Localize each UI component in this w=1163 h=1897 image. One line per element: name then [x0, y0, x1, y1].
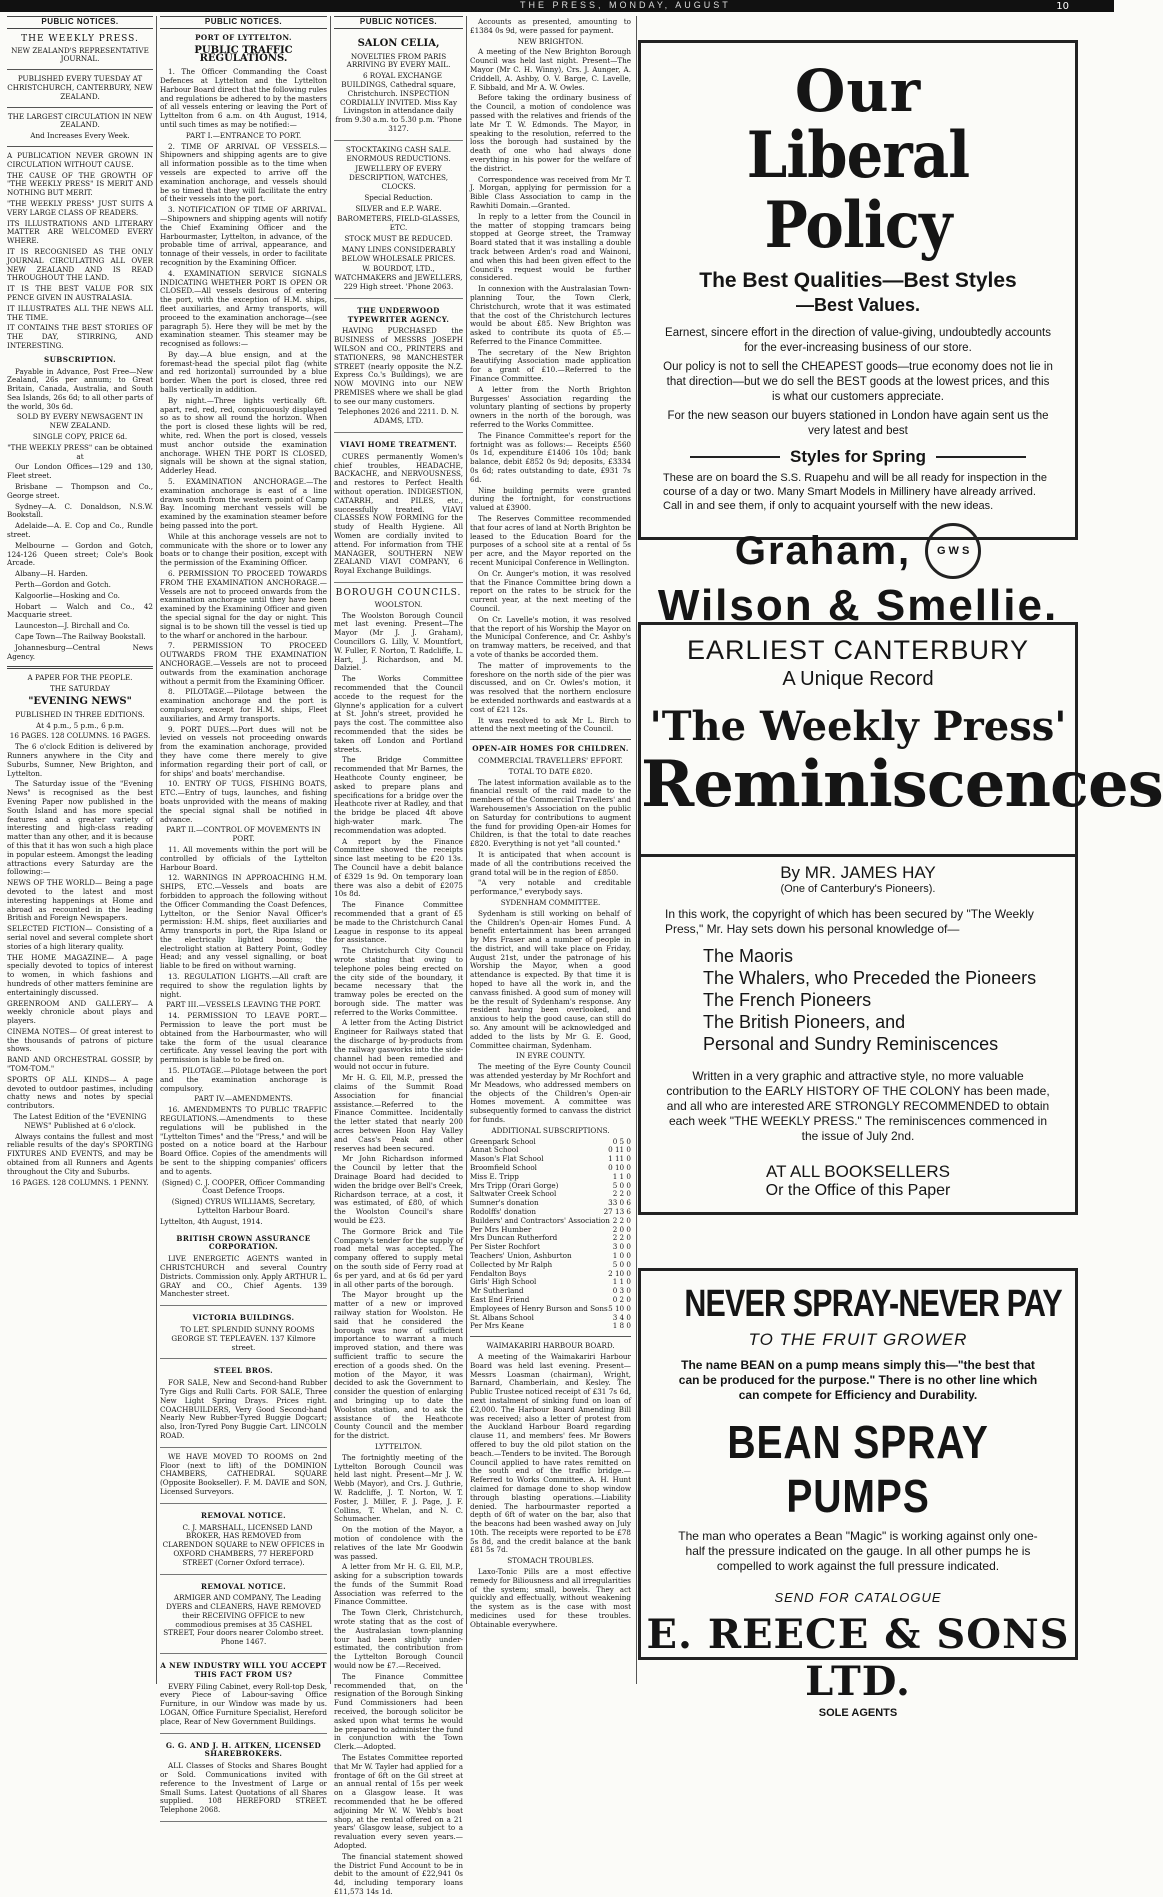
divider — [7, 69, 153, 70]
column-notices-borough — [330, 16, 466, 1896]
ad-text: STOCK MUST BE REDUCED. — [344, 233, 453, 243]
article-para: The Woolston Borough Council met last evening. Present—The Mayor (Mr J. J. Graham), Councillors G. Lilly, V. Mountfort, W. Fuller, F. Norton, T. Radcliffe, L. Hart, J. Richardson, and M. Dalziel. — [334, 610, 463, 673]
regulation-para: 3. NOTIFICATION OF TIME OF ARRIVAL.—Shipowners and shipping agents will notify the Chief Examining Officer and the Harbourmaster, Lyttelton, in advance, of the probable time of arrival, appearance, and tonnage of their vessels, in order to facilitate recognition by the Examining Officer. — [160, 205, 327, 267]
column-header: PUBLIC NOTICES. — [160, 16, 327, 29]
article-para: A letter from Mr H. G. Ell, M.P., asking for a subscription towards the funds of the Summit Road Association was referred to the Finance Committee. — [334, 1562, 463, 1607]
divider — [7, 666, 153, 669]
article-para: A meeting of the Waimakariri Harbour Board was held last evening. Present—Messrs Loasman (chairman), Wright, Barnard, Chamberlain, and Kesley. The Public Trustee noticed receipt of £31 7s 6d, next instalment of sinking fund on loan of £2,000. The Harbour Board Amending Bill was received; also a letter of protest from the Auckland Harbour Board regarding clause 11, and members' fees. Mr Bowers offered to buy the old pilot station on the beach.—Tenders to be invited. The Borough Council applied to have rates remitted on the south end of the traffic bridge.—Referred to Works Committee. A. H. Hunt claimed for damage done to shop window through blasting operations.—Liability denied. The harbourmaster reported a depth of 6ft of water on the bar, also that the beacons had been washed away on July 10th. The receipts were reported to be £78 5s 8d, and the credit balance at the bank £81 5s 7d. — [470, 1351, 631, 1555]
ad-heading: A NEW INDUSTRY WILL YOU ACCEPT THIS FACT FROM US? — [160, 1661, 327, 1679]
ad-graham: Graham, — [734, 528, 912, 573]
agent-item: Melbourne — Gordon and Gotch, 124-126 Queen street; Cole's Book Arcade. — [7, 540, 153, 568]
regulation-para: 7. PERMISSION TO PROCEED OUTWARDS FROM THE EXAMINATION ANCHORAGE.—Vessels are not to proceed outwards from the examination anchorage without a permit from the Examining Officer. — [160, 641, 327, 686]
agent-item: Perth—Gordon and Gotch. — [15, 580, 111, 590]
article-para: The Reserves Committee recommended that four acres of land at North Brighton be leased to the Education Board for the purposes of a school site at a rental of 5s per acre, and the Mayor reported on the recent Municipal Conference in Wellington. — [470, 514, 631, 568]
ad-text: SILVER and E.P. WARE. — [355, 203, 442, 213]
article-para: The Finance Committee's report for the fortnight was as follows:— Receipts £560 0s 1d, expenditure £1406 10s 10d; bank balance, debit £852 0s 9d; deposits, £3334 0s 6d; rates outstanding to date, £931 7s 6d. — [470, 430, 631, 484]
subscription-amount: 5 10 0 — [608, 1303, 631, 1313]
article-para: The Bridge Committee recommended that Mr Barnes, the Heathcote County engineer, be asked to prepare plans and specifications for a bridge over the Heathcote river at Radley, and that the bridge be placed 4ft above high-water mark. The recommendation was adopted. — [334, 755, 463, 835]
subscription-name: Saltwater Creek School — [470, 1189, 557, 1199]
article-para: Correspondence was received from Mr T. J. Morgan, applying for permission for a Bible Class Association to camp in the Rawhiti Domain.—Granted. — [470, 174, 631, 210]
ad-text: W. BOURDOT, LTD., WATCHMAKERS and JEWELLERS, 229 High street. 'Phone 2063. — [334, 264, 463, 291]
article-para: The fortnightly meeting of the Lyttelton Borough Council was held last night. Present—Mr J. W. Webb (Mayor), and Crs. J. Guthrie, W. Radcliffe, J. T. Norton, W. T. Foster, J. Miller, F. J. Page, J. F. Collins, T. Whelan, and N. C. Schumacher. — [334, 1452, 463, 1524]
point-item: IT IS RECOGNISED AS THE ONLY JOURNAL CIRCULATING ALL OVER NEW ZEALAND AND IS READ THROUGHOUT THE LAND. — [7, 246, 153, 283]
the-saturday: THE SATURDAY — [50, 684, 110, 694]
ad-text: JEWELLERY OF EVERY DESCRIPTION, WATCHES, CLOCKS. — [348, 164, 449, 191]
masthead: THE PRESS, MONDAY, AUGUST — [520, 0, 731, 10]
subscription-name: Annat School — [470, 1145, 519, 1155]
subscription-row — [470, 1322, 631, 1331]
article-para: A meeting of the New Brighton Borough Council was held last night. Present—The Mayor (Mr C. H. Winny), Crs. J. Aunger, A. Criddell, A. Ashby, O. V. Barge, C. Lavelle, F. Sibbald, and Mr A. W. Owles. — [470, 47, 631, 92]
ad-heading: THE UNDERWOOD TYPEWRITER AGENCY. — [347, 305, 450, 324]
subscription-name: East End Friend — [470, 1294, 530, 1304]
subscription-name: Miss E. Tripp — [470, 1171, 519, 1181]
ad-written: Written in a very graphic and attractive style, no more valuable contribution to the EARLY HISTORY OF THE COLONY has been made, and all who are interested ARE STRONGLY RECOMMENDED to obtain each week "THE WEEKLY PRESS." The reminiscences commenced in the issue of July 2nd. — [666, 1069, 1050, 1143]
article-para: On Cr. Lavelle's motion, it was resolved that the report of his Worship the Mayor on the Municipal Conference, and Cr. Ashby's on tramway matters, be received, and that a vote of thanks be accorded them. — [470, 614, 631, 659]
regulation-para: While at this anchorage vessels are not to communicate with the shore or to lower any boats or to change their position, except with the permission of the Examining Officer. — [160, 531, 327, 568]
subscription-amount: 0 5 0 — [612, 1136, 631, 1146]
ad-liberal-policy — [638, 40, 1078, 630]
ad-never-spray: NEVER SPRAY-NEVER PAY — [684, 1283, 1062, 1325]
ad-text: FOR SALE, New and Second-hand Rubber Tyre Gigs and Rulli Carts. FOR SALE, Three New Light Spring Drays. Prices right. COACHBUILDERS, Very Good Second-hand Nearly New Rubber-Tyred Buggie Dogcart; also, Iron-Tyred Pony Buggie Cart. LINCOLN ROAD. — [160, 1378, 327, 1440]
point-item: "THE WEEKLY PRESS" JUST SUITS A VERY LARGE CLASS OF READERS. — [7, 198, 153, 217]
subscription-name: Per Sister Rochfort — [470, 1242, 540, 1252]
weekly-press-subtitle: NEW ZEALAND'S REPRESENTATIVE JOURNAL. — [11, 45, 149, 64]
feature-list — [7, 879, 153, 1111]
article-para: Sydenham is still working on behalf of the Children's Open-air Homes Fund. A benefit entertainment has been arranged by Mrs Fraser and a number of people in the district, and will take place on Friday, August 21st, under the patronage of his Worship the Mayor, when a good attendance is expected. By that time it is hoped to have all the work in, and the canvass finished. A good sum of money will be the result of Sydenham's response. Any resident having been overlooked, and anxious to help the good cause, can still do so. Any amount will be acknowledged and added to the lists by Mr G. E. Good, Committee chairman, Sydenham. — [470, 908, 631, 1050]
ad-heading: SALON CELIA, — [357, 37, 440, 49]
subscription-name: Mrs Duncan Rutherford — [470, 1233, 558, 1243]
subscription-amount: 1 1 0 — [612, 1171, 631, 1181]
agent-item: Johannesburg—Central News Agency. — [7, 642, 153, 661]
edition-times: At 4 p.m., 5 p.m., 6 p.m. — [36, 720, 124, 730]
ad-wilson-smellie: Wilson & Smellie. — [657, 581, 1059, 630]
open-air-heading: OPEN-AIR HOMES FOR CHILDREN. — [472, 744, 629, 754]
ad-text: Our policy is not to sell the CHEAPEST goods—true economy does not lie in that direction—but we do sell the BEST goods at the lowest prices, and this is what our customers appreciate. — [663, 361, 1053, 403]
divider — [470, 1336, 631, 1337]
article-para: The Christchurch City Council wrote stating that owing to telephone poles being erected on the city side of the boundary, it became necessary that the tramway poles be erected on the borough side. The matter was referred to the Works Committee. — [334, 946, 463, 1017]
regulation-para: 8. PILOTAGE.—Pilotage between the examination anchorage and the port is compulsory, except for H.M. ships, Fleet auxiliaries, and Army transports. — [160, 687, 327, 723]
ad-heading: G. G. AND J. H. AITKEN, LICENSED SHAREBROKERS. — [165, 1740, 322, 1759]
ad-text: 6 ROYAL EXCHANGE BUILDINGS, Cathedral square, Christchurch. INSPECTION CORDIALLY INVITED. Miss Kay Livingston in attendance daily from 9.30 a.m. to 5.30 p.m. 'Phone 3127. — [335, 71, 462, 133]
ad-weekly-press-reminiscences — [638, 622, 1163, 857]
article-para: On Cr. Aunger's motion, it was resolved that the Finance Committee bring down a report on the rates to be struck for the current year, at the next meeting of the Council. — [470, 568, 631, 613]
ad-office: Or the Office of this Paper — [765, 1182, 951, 1199]
regulation-para: 15. PILOTAGE.—Pilotage between the port and the examination anchorage is compulsory. — [160, 1066, 327, 1093]
ad-text: The name BEAN on a pump means simply this—"the best that can be produced for the purpose." There is no other line which can compete for Efficiency and Durability. — [678, 1358, 1038, 1402]
ad-fruit-grower: TO THE FRUIT GROWER — [748, 1330, 968, 1349]
part-heading: PART II.—CONTROL OF MOVEMENTS IN PORT. — [166, 825, 321, 844]
divider — [7, 146, 153, 147]
traffic-heading: PUBLIC TRAFFIC REGULATIONS. — [194, 44, 293, 65]
ad-unique: A Unique Record — [782, 668, 934, 690]
evening-body: The 6 o'clock Edition is delivered by Runners anywhere in the City and Suburbs, Sumner, New Brighton, and Lyttelton. — [7, 742, 153, 778]
regulation-para: 11. All movements within the port will be controlled by officials of the Lyttelton Harbour Board. — [160, 844, 327, 872]
subscription-name: Mr Sutherland — [470, 1286, 524, 1296]
column-port-lyttelton — [156, 16, 330, 1815]
subscription-name: Sumner's donation — [470, 1198, 539, 1208]
eyre-heading: IN EYRE COUNTY. — [516, 1051, 585, 1061]
ad-author-note: (One of Canterbury's Pioneers). — [780, 883, 936, 895]
paper-people: A PAPER FOR THE PEOPLE. — [27, 673, 133, 683]
ad-text: CURES permanently Women's chief troubles, HEADACHE, BACKACHE, and NERVOUSNESS, and restores to Perfect Health without operation. INDIGESTION, CATARRH, and PILES, etc., successfully treated. VIAVI CLASSES NOW FORMING for the study of Health Hygiene. All Women are cordially invited to attend. For information from THE MANAGER, SOUTHERN NEW ZEALAND VIAVI COMPANY, 6 Royal Exchange Buildings. — [334, 451, 463, 576]
column-news — [466, 16, 634, 1684]
signature: (Signed) C. J. COOPER, Officer Commanding Coast Defence Troops. — [161, 1177, 326, 1196]
article-para: Mr H. G. Ell, M.P., pressed the claims of the Summit Road Association for financial assistance.—Referred to the Finance Committee. Incidentally the letter stated that nearly 200 acres between Hoon Hay Valley and Cass's Peak and other reserves had been secured. — [334, 1073, 463, 1153]
stomach-heading: STOMACH TROUBLES. — [507, 1556, 594, 1566]
subscription-amount: 1 1 0 — [612, 1277, 631, 1287]
three-editions: PUBLISHED IN THREE EDITIONS. — [15, 709, 145, 719]
subscription-amount: 0 2 0 — [612, 1294, 631, 1304]
lyttelton-heading: LYTTELTON. — [374, 1441, 422, 1451]
regulation-para: 5. EXAMINATION ANCHORAGE.—The examination anchorage is east of a line drawn south from the western point of Camp Bay. Incoming merchant vessels will be examined by the examination steamer before being passed into the port. — [160, 477, 327, 531]
regulation-para: 12. WARNINGS IN APPROACHING H.M. SHIPS, ETC.—Vessels and boats are forbidden to approach the following without the Officer Commanding the Coast Defences, Lyttelton, or the Senior Naval Officer's permission: H.M. ships, fleet auxiliaries and Army transports in port, the Ripa Island or the electrically lighted booms; the electrolight station at Battery Point, Godley Head; and any vessel signalling, or boat liable to be fired on without warning. — [160, 873, 327, 971]
agent-item: Sydney—A. C. Donaldson, N.S.W. Bookstall. — [7, 501, 153, 520]
ad-text: ALL Classes of Stocks and Shares Bought or Sold. Communications invited with reference to the Investment of Large or Small Sums. Latest Quotations of all Shares supplied. 108 HEREFORD STREET. Telephone 2068. — [160, 1761, 327, 1815]
ad-text: NOVELTIES FROM PARIS ARRIVING BY EVERY MAIL. — [346, 51, 451, 70]
subscription-name: Per Mrs Keane — [470, 1321, 524, 1331]
agent-item: Brisbane — Thompson and Co., George street. — [7, 482, 153, 500]
feature-item: SELECTED FICTION— Consisting of a serial novel and several complete short stories of a high literary quality. — [7, 924, 153, 951]
regulation-para: 10. ENTRY OF TUGS, FISHING BOATS, ETC.—Entry of tugs, launches, and fishing boats unprovided with the means of making the special signal shall be notified in advance. — [160, 779, 327, 824]
sold-line: SOLD BY EVERY NEWSAGENT IN NEW ZEALAND. — [16, 412, 144, 431]
ad-bean-title: BEAN SPRAY PUMPS — [727, 1416, 989, 1522]
feature-item: THE HOME MAGAZINE— A page specially devoted to topics of interest to women, in which fashions and hundreds of other matters feminine are entertainingly discussed. — [7, 952, 153, 997]
agent-item: Launceston—J. Birchall and Co. — [15, 621, 130, 631]
ad-text: EVERY Filing Cabinet, every Roll-top Desk, every Piece of Labour-saving Office Furniture, in our Window was made by us. LOGAN, Office Furniture Specialist, Hereford place, Rear of New Government Buildings. — [160, 1681, 327, 1726]
regulation-para: 1. The Officer Commanding the Coast Defences at Lyttelton and the Lyttelton Harbour Board direct that the following rules and regulations be adhered to by the masters of all vessels entering or leaving the Port of Lyttelton from 6 a.m. on 4th August, 1914, until such times as may be notified:— — [160, 67, 327, 129]
point-item: IT CONTAINS THE BEST STORIES OF THE DAY, STIRRING, AND INTERESTING. — [7, 323, 153, 350]
article-para: The Finance Committee recommended that, on the resignation of the Borough Sinking Fund Commissioners had been received, the borough solicitor be asked upon what terms he would be prepared to administer the fund in conjunction with the Town Clerk.—Adopted. — [334, 1671, 463, 1752]
point-item: IT IS THE BEST VALUE FOR SIX PENCE GIVEN IN AUSTRALASIA. — [7, 284, 153, 302]
ad-heading: BRITISH CROWN ASSURANCE CORPORATION. — [176, 1233, 311, 1252]
article-para: The Town Clerk, Christchurch, wrote stating that as the cost of the Australasian town-planning tour had been slightly under-estimated, the contribution from the Lyttelton Borough Council would now be £7.—Received. — [334, 1608, 463, 1671]
subscription-amount: 33 0 6 — [608, 1198, 631, 1208]
point-list — [7, 152, 153, 351]
topic-list — [703, 945, 1075, 1055]
subscription-name: Fendalton Boys — [470, 1268, 527, 1278]
ad-text: C. J. MARSHALL, LICENSED LAND BROKER, HAS REMOVED from CLARENDON SQUARE to NEW OFFICES in OXFORD CHAMBERS, 77 HEREFORD STREET (Corner Oxford terrace). — [162, 1522, 325, 1567]
rule-line — [936, 456, 1026, 458]
article-para: Mr John Richardson informed the Council by letter that the Drainage Board had decided to widen the bridge over Bell's Creek, Richardson terrace, at a cost, it was estimated, of £80, of which the Woolston Council's share would be £23. — [334, 1154, 463, 1226]
travellers-subheading: COMMERCIAL TRAVELLERS' EFFORT. — [478, 755, 623, 765]
evening-body: The Saturday issue of the "Evening News" is recognised as the best Evening Paper now published in the South Island and has more special features and a greater variety of interesting and high-class reading matter than any other, and it is because of this that it has won such a high place in popular esteem. Amongst the leading attractions every Saturday are the following:— — [7, 779, 153, 877]
ad-text: These are on board the S.S. Ruapehu and will be all ready for inspection in the course of a day or two. Many Smart Models in Millinery have already arrived. Call in and see them, if only to acquaint yourself with the new ideas. — [663, 472, 1048, 512]
ad-liberal-policy-title: Liberal Policy — [746, 118, 970, 263]
ad-text: The man who operates a Bean "Magic" is working against only one-half the pressure indicated on the gauge. In all other pumps he is compelled to work against the full pressure indicated. — [678, 1529, 1038, 1573]
article-para: A letter from the North Brighton Burgesses' Association regarding the voluntary planting of sections by property owners in the north of the borough, was referred to the Works Committee. — [470, 384, 631, 430]
evening-news-title: "EVENING NEWS" — [28, 696, 132, 707]
single-copy-line: SINGLE COPY, PRICE 6d. — [32, 432, 128, 442]
subscription-amount: 27 13 6 — [603, 1207, 631, 1216]
article-para: A report by the Finance Committee showed the receipts since last meeting to be £20 13s. The Council have a debit balance of £329 1s 9d. On temporary loan there was also a debit of £2075 10s 8d. — [334, 836, 463, 899]
feature-item: GREENROOM AND GALLERY— A weekly chronicle about plays and players. — [7, 998, 153, 1026]
ad-reminiscences-title: Reminiscences — [641, 747, 1163, 822]
agent-item: Kalgoorlie—Hosking and Co. — [15, 590, 120, 600]
ad-booksellers: AT ALL BOOKSELLERS — [766, 1162, 950, 1181]
ad-text: Earnest, sincere effort in the direction of value-giving, undoubtedly accounts for the ever-increasing business of our store. — [665, 327, 1051, 354]
gws-badge-icon: G W S — [925, 523, 981, 579]
article-para: The financial statement showed the District Fund Account to be in debit to the amount of £22,941 0s 4d, including temporary loans £11,573 14s 1d. — [334, 1851, 463, 1896]
article-para: Laxo-Tonic Pills are a most effective remedy for Biliousness and all irregularities of the system; small, bowels. They act quickly and effectually, without weakening the system as is the case with most medicines used for these troubles. Obtainable everywhere. — [470, 1567, 631, 1629]
ad-catalogue: SEND FOR CATALOGUE — [774, 1590, 942, 1605]
column-header: PUBLIC NOTICES. — [334, 16, 463, 29]
agent-item: Albany—H. Harden. — [15, 569, 88, 579]
ad-text: TO LET. SPLENDID SUNNY ROOMS GEORGE ST. TEPLEAVEN. 137 Kilmore street. — [171, 1324, 316, 1352]
dateline: Lyttelton, 4th August, 1914. — [160, 1216, 263, 1226]
point-item: A PUBLICATION NEVER GROWN IN CIRCULATION WITHOUT CAUSE. — [7, 150, 153, 169]
ad-intro: In this work, the copyright of which has been secured by "The Weekly Press," Mr. Hay sets down his personal knowledge of— — [665, 907, 1034, 936]
ad-text: ARMIGER AND COMPANY, The Leading DYERS and CLEANERS, HAVE REMOVED their RECEIVING OFFICE to new commodious premises at 35 CASHEL STREET, Four doors nearer Colombo street. Phone 1467. — [163, 1593, 324, 1647]
article-para: It is anticipated that when account is made of all the contributions received the grand total will be in the region of £850. — [470, 849, 631, 877]
subscription-name: Collected by Mr Ralph — [470, 1259, 553, 1269]
article-para: The Works Committee recommended that the Council accede to the request for the Glynne's application for a culvert at St. John's street, provided he pays the cost. The committee also recommended that the sides be taken off London and Portland streets. — [334, 674, 463, 754]
footer-line: 16 PAGES. 128 COLUMNS. 1 PENNY. — [11, 1177, 149, 1187]
topic-item: The French Pioneers — [703, 990, 872, 1010]
ad-weekly-press-title: 'The Weekly Press' — [649, 703, 1067, 750]
regulation-para: 4. EXAMINATION SERVICE SIGNALS INDICATING WHETHER PORT IS OPEN OR CLOSED.—All vessels desirous of entering the port, with the exception of H.M. ships, fleet auxiliaries, and Army transports, will proceed to the examination anchorage—(see paragraph 5). Here they will be met by the examination steamer. This steamer may be recognised as follows:— — [160, 268, 327, 349]
agent-item: Cape Town—The Railway Bookstall. — [15, 632, 146, 642]
feature-item: NEWS OF THE WORLD— Being a page devoted to the latest and most interesting happenings at Home and abroad as recounted in the leading British and Foreign Newspapers. — [7, 878, 153, 923]
column-header: PUBLIC NOTICES. — [7, 16, 153, 29]
feature-item: SPORTS OF ALL KINDS— A page devoted to outdoor pastimes, including chatty news and notes by special contributors. — [7, 1074, 153, 1111]
subscription-amount: 2 0 0 — [612, 1224, 631, 1234]
styles-label: Styles for Spring — [789, 447, 927, 466]
borough-heading: BOROUGH COUNCILS. — [335, 588, 462, 599]
ad-text: Special Reduction. — [364, 192, 433, 202]
ad-our: Our — [794, 57, 922, 125]
article-para: The secretary of the New Brighton Beautifying Association made application for a grant of £10.—Referred to the Finance Committee. — [470, 347, 631, 384]
article-para: The meeting of the Eyre County Council was attended yesterday by Mr Rochfort and Mr Meadows, who addressed members on the objects of the Children's Open-air Homes movement. A committee was subsequently formed to canvass the district for funds. — [470, 1062, 631, 1125]
subscription-name: Builders' and Contractors' Association — [470, 1215, 610, 1225]
regulation-para: 14. PERMISSION TO LEAVE PORT.—Permission to leave the port must be obtained from the Harbourmaster, who will take the form of the usual clearance certificate. Any vessel leaving the port with permission is liable to be fired on. — [160, 1011, 327, 1065]
ad-footer — [641, 523, 1075, 579]
ad-text: STOCKTAKING CASH SALE. ENORMOUS REDUCTIONS. — [345, 144, 452, 163]
feature-item: BAND AND ORCHESTRAL GOSSIP, by "TOM-TOM." — [7, 1055, 153, 1074]
article-para: In reply to a letter from the Council in the matter of stopping tramcars being stopped at George street, the Tramway Board stated that it was installing a double track between Arden's road and Wainoni, and when this had been given effect to the Council's request would be further considered. — [470, 211, 631, 283]
ad-best-values: —Best Values. — [795, 295, 921, 315]
agent-item: Hobart — Walch and Co., 42 Macquarie street. — [7, 601, 153, 620]
subscription-name: Broomfield School — [470, 1163, 537, 1173]
part-heading: PART IV.—AMENDMENTS. — [194, 1094, 293, 1104]
ad-bean-spray — [638, 1268, 1078, 1719]
ad-text: LIVE ENERGETIC AGENTS wanted in CHRISTCHURCH and several Country Districts. Commission only. Apply ARTHUR L. GRAY and CO., Chief Agents. 139 Manchester street. — [160, 1254, 327, 1299]
column-rule — [636, 16, 637, 1684]
signature: (Signed) CYRUS WILLIAMS, Secretary, Lyttelton Harbour Board. — [171, 1197, 316, 1215]
divider — [470, 739, 631, 740]
regulation-para: 6. PERMISSION TO PROCEED TOWARDS FROM THE EXAMINATION ANCHORAGE.—Vessels are not to proceed onwards from the examination anchorage until they have been examined by the Examining Officer and given the special signal for the day or night. This signal is to be shown till the vessel is tied up to the wharf or anchored in the harbour. — [160, 569, 327, 640]
regulation-para: By day.—A blue ensign, and at the foremast-head the special pilot flag (white and red horizontal) surrounded by a blue border. When the port is closed, three red balls vertically in addition. — [160, 349, 327, 395]
subscription-heading: SUBSCRIPTION. — [44, 354, 116, 364]
ad-heading: REMOVAL NOTICE. — [201, 1581, 286, 1591]
ad-best-qualities: The Best Qualities—Best Styles — [699, 269, 1017, 292]
subscription-name: Per Mrs Humber — [470, 1224, 532, 1234]
page-top-bar — [0, 0, 1114, 12]
subscription-amount: 2 2 0 — [612, 1233, 631, 1243]
part-heading: PART III.—VESSELS LEAVING THE PORT. — [166, 1000, 321, 1010]
article-para: The latest information available as to the financial result of the raid made to the members of the Commercial Travellers' and Warehousemen's Association on the public on Saturday for contributions to augment the fund for providing Open-air Homes for Children, is that the total to date reaches £820. Everything is not yet "all counted." — [470, 777, 631, 849]
ad-heading: STEEL BROS. — [213, 1366, 274, 1376]
subscription-name: Mrs Tripp (Orari Gorge) — [470, 1180, 559, 1190]
subscription-amount: 3 4 0 — [612, 1312, 631, 1322]
regulation-para: 2. TIME OF ARRIVAL OF VESSELS.—Shipowners and shipping agents are to give all information possible as to the time when vessels are expected to arrive off the examination anchorage, and vessels should be so timed that they will facilitate the entry of their vessels into the port. — [160, 141, 327, 204]
circulation-line: THE LARGEST CIRCULATION IN NEW ZEALAND. — [7, 111, 153, 130]
subscription-amount: 1 11 0 — [608, 1154, 631, 1164]
port-heading: PORT OF LYTTELTON. — [195, 32, 292, 42]
pages-line: 16 PAGES. 128 COLUMNS. 16 PAGES. — [9, 731, 151, 741]
subscription-name: Girls' High School — [470, 1277, 537, 1287]
ad-weekly-press-body — [638, 857, 1078, 1215]
topic-item: The Maoris — [703, 946, 794, 966]
subscription-amount: 2 10 0 — [608, 1268, 631, 1278]
regulation-para: 13. REGULATION LIGHTS.—All craft are required to show the regulation lights by night. — [160, 972, 327, 999]
regulation-para: 16. AMENDMENTS TO PUBLIC TRAFFIC REGULATIONS.—Amendments to these regulations will be published in the "Lyttelton Times" and the "Press," and will be posted on a notice board at the Harbour Board Office. Copies of the amendments will be sent to the shipping companies' officers and to agents. — [160, 1105, 327, 1176]
woolston-heading: WOOLSTON. — [374, 599, 423, 609]
ad-text: Telephones 2026 and 2211. D. N. ADAMS, LTD. — [338, 407, 459, 426]
article-para: A letter from the Acting District Engineer for Railways stated that the discharge of by-products from the railway gasworks into the side-channel had been remedied and would not occur in future. — [334, 1018, 463, 1072]
article-para: "A very notable and creditable performance," everybody says. — [470, 878, 631, 897]
agent-item: Adelaide—A. E. Cop and Co., Rundle street. — [7, 521, 153, 540]
column-weekly-press — [4, 16, 156, 1684]
article-para: The Mayor brought up the matter of a new or improved railway station for Woolston. He said that he considered the borough was now of sufficient importance to warrant a much improved station, and there was sufficient traffic to secure the erection of a goods shed. On the motion of the Mayor, it was decided to ask the Government to consider the question of enlarging and bringing up to date the Woolston station, and to ask the assistance of the Heathcote County Council and the member for the district. — [334, 1290, 463, 1441]
ad-heading: VICTORIA BUILDINGS. — [192, 1313, 295, 1323]
subscription-amount: 0 11 0 — [608, 1145, 631, 1155]
ad-text: For the new season our buyers stationed in London have again sent us the very latest and best — [667, 410, 1049, 437]
sydenham-heading: SYDENHAM COMMITTEE. — [500, 897, 601, 907]
subscription-name: Mason's Flat School — [470, 1154, 544, 1164]
subscription-name: Rodolffs' donation — [470, 1207, 537, 1216]
ad-text: WE HAVE MOVED TO ROOMS on 2nd Floor (next to lift) of the DOMINION CHAMBERS, CATHEDRAL SQUARE (Opposite Bookseller). F. M. DAVIE and SON, Licensed Surveyors. — [160, 1451, 327, 1496]
ad-text: BAROMETERS, FIELD-GLASSES, ETC. — [337, 214, 460, 233]
article-para: Accounts as presented, amounting to £1384 0s 9d, were passed for payment. — [470, 17, 631, 35]
subscription-amount: 5 0 0 — [612, 1259, 631, 1269]
subscription-text: Payable in Advance, Post Free—New Zealand, 26s per annum; to Great Britain, Canada, Australia, and South Sea Islands, 26s 6d; to all other parts of the world, 30s 6d. — [7, 366, 154, 411]
subscription-amount: 0 10 0 — [608, 1163, 631, 1173]
ad-text: HAVING PURCHASED the BUSINESS of MESSRS JOSEPH WILSON and CO., PRINTERS and STATIONERS, 98 MANCHESTER STREET (nearly opposite the N.Z. Express Co.'s Buildings), we are NOW MOVING into our NEW PREMISES where we shall be glad to see our many customers. — [334, 326, 463, 406]
article-para: It was resolved to ask Mr L. Birch to attend the next meeting of the Council. — [470, 715, 631, 734]
article-para: Before taking the ordinary business of the Council, a motion of condolence was passed with the relatives and friends of the late Mr T. W. Edmonds. The Mayor, in speaking to the resolution, referred to the loss the borough had sustained by the death of one who had always done everything in his power for the welfare of the district. — [470, 93, 631, 173]
circulation-sub: And Increases Every Week. — [30, 131, 130, 141]
subscription-name: Greenpark School — [470, 1136, 536, 1146]
article-para: The Gormore Brick and Tile Company's tender for the supply of road metal was accepted. The company offered to supply metal on the south side of Ferry road at 6s per yard, and at 6s 6d per yard in all other parts of the borough. — [334, 1226, 463, 1289]
subscription-name: Employees of Henry Burson and Sons — [470, 1303, 608, 1313]
divider — [7, 107, 153, 108]
agent-item: Our London Offices—129 and 130, Fleet street. — [7, 462, 153, 481]
part-heading: PART I.—ENTRANCE TO PORT. — [185, 130, 302, 140]
subscription-amount: 2 2 0 — [612, 1189, 631, 1199]
latest-edition-body: Always contains the fullest and most reliable results of the day's SPORTING FIXTURES AND EVENTS, and may be obtained from all Runners and Agents throughout the City and Suburbs. — [7, 1131, 153, 1176]
subscription-amount: 1 0 0 — [612, 1250, 631, 1260]
obtained-line: "THE WEEKLY PRESS" can be obtained at — [7, 442, 153, 461]
subscription-amount: 3 0 0 — [612, 1242, 631, 1252]
ad-heading: VIAVI HOME TREATMENT. — [339, 440, 458, 450]
styles-for-spring — [641, 447, 1075, 467]
topic-item: Personal and Sundry Reminiscences — [703, 1034, 999, 1054]
article-para: The Estates Committee reported that Mr W. Tayler had applied for a frontage of 6ft on the Gil street at an annual rental of 15s per week on a Glasgow lease. It was recommended that he be offered adjoining Mr W. W. Webb's boat shop, at the rental offered on a 21 years' Glasgow lease, subject to a revaluation every seven years.—Adopted. — [334, 1753, 463, 1850]
ad-author: By MR. JAMES HAY — [780, 863, 936, 882]
point-item: THE CAUSE OF THE GROWTH OF "THE WEEKLY PRESS" IS MERIT AND NOTHING BUT MERIT. — [7, 170, 153, 198]
total-subheading: TOTAL TO DATE £820. — [508, 766, 593, 776]
subscription-amount: 0 3 0 — [612, 1286, 631, 1296]
ad-text: MANY LINES CONSIDERABLY BELOW WHOLESALE PRICES. — [341, 244, 456, 263]
ad-heading: REMOVAL NOTICE. — [201, 1510, 286, 1520]
latest-edition: The Latest Edition of the "EVENING NEWS" Published at 6 o'clock. — [13, 1112, 147, 1130]
subscription-amount: 1 8 0 — [612, 1321, 631, 1331]
article-para: The matter of improvements to the foreshore on the north side of the pier was discussed, and on Cr. Owles's motion, it was resolved that the northern enclosure be extended northwards and eastwards at a cost of £21 12s. — [470, 660, 631, 714]
article-para: The Finance Committee recommended that a grant of £5 be made to the Christchurch Canal League in response to its appeal for assistance. — [334, 900, 463, 945]
point-item: IT ILLUSTRATES ALL THE NEWS ALL THE TIME. — [7, 303, 153, 322]
subscription-name: St. Albans School — [470, 1312, 534, 1322]
article-para: Nine building permits were granted during the fortnight, for constructions valued at £3900. — [470, 485, 631, 513]
regulation-para: By night.—Three lights vertically 6ft. apart, red, red, red, conspicuously displayed so as to show all round the horizon. When the port is closed these lights will be red, white, red. When the port is closed, vessels must anchor outside the examination anchorage. WHEN THE PORT IS CLOSED, signals will be shown at the signal station, Adderley Head. — [160, 395, 327, 476]
subscription-name: Teachers' Union, Ashburton — [470, 1250, 572, 1260]
subscription-amount: 2 2 0 — [612, 1215, 631, 1225]
topic-item: The British Pioneers, and — [703, 1012, 906, 1032]
regulation-para: 9. PORT DUES.—Port dues will not be levied on vessels not proceeding onwards from the examination anchorage, provided they have come there merely to give information regarding their port of call, or for ships' and boats' merchandise. — [160, 724, 327, 778]
topic-item: The Whalers, who Preceded the Pioneers — [703, 968, 1037, 988]
agent-list — [7, 463, 153, 661]
waimakariri-heading: WAIMAKARIRI HARBOUR BOARD. — [486, 1341, 615, 1351]
article-para: On the motion of the Mayor, a motion of condolence with the relatives of the late Mr Goodwin was passed. — [334, 1525, 463, 1561]
point-item: ITS ILLUSTRATIONS AND LITERARY MATTER ARE WELCOMED EVERY WHERE. — [7, 218, 153, 246]
rule-line — [690, 456, 780, 458]
page-number: 10 — [1056, 0, 1069, 12]
ad-earliest: EARLIEST CANTERBURY — [686, 635, 1030, 665]
subscription-amount: 5 0 0 — [612, 1180, 631, 1190]
subscription-list — [470, 1138, 631, 1332]
ad-sole-agents: SOLE AGENTS — [818, 1707, 898, 1719]
new-brighton-heading: NEW BRIGHTON. — [517, 36, 584, 46]
feature-item: CINEMA NOTES— Of great interest to the thousands of patrons of picture shows. — [7, 1026, 153, 1054]
article-para: In connexion with the Australasian Town-planning Tour, the Town Clerk, Christchurch, wrote that it was estimated that the cost of the Christchurch lectures would be about £85. New Brighton was asked to contribute its quota of £5.—Referred to the Finance Committee. — [470, 284, 631, 346]
weekly-press-title: THE WEEKLY PRESS. — [21, 33, 139, 44]
ad-reece: E. REECE & SONS LTD. — [646, 1611, 1070, 1705]
published-line: PUBLISHED EVERY TUESDAY AT CHRISTCHURCH, CANTERBURY, NEW ZEALAND. — [7, 74, 153, 101]
subscriptions-heading: ADDITIONAL SUBSCRIPTIONS. — [491, 1125, 610, 1135]
